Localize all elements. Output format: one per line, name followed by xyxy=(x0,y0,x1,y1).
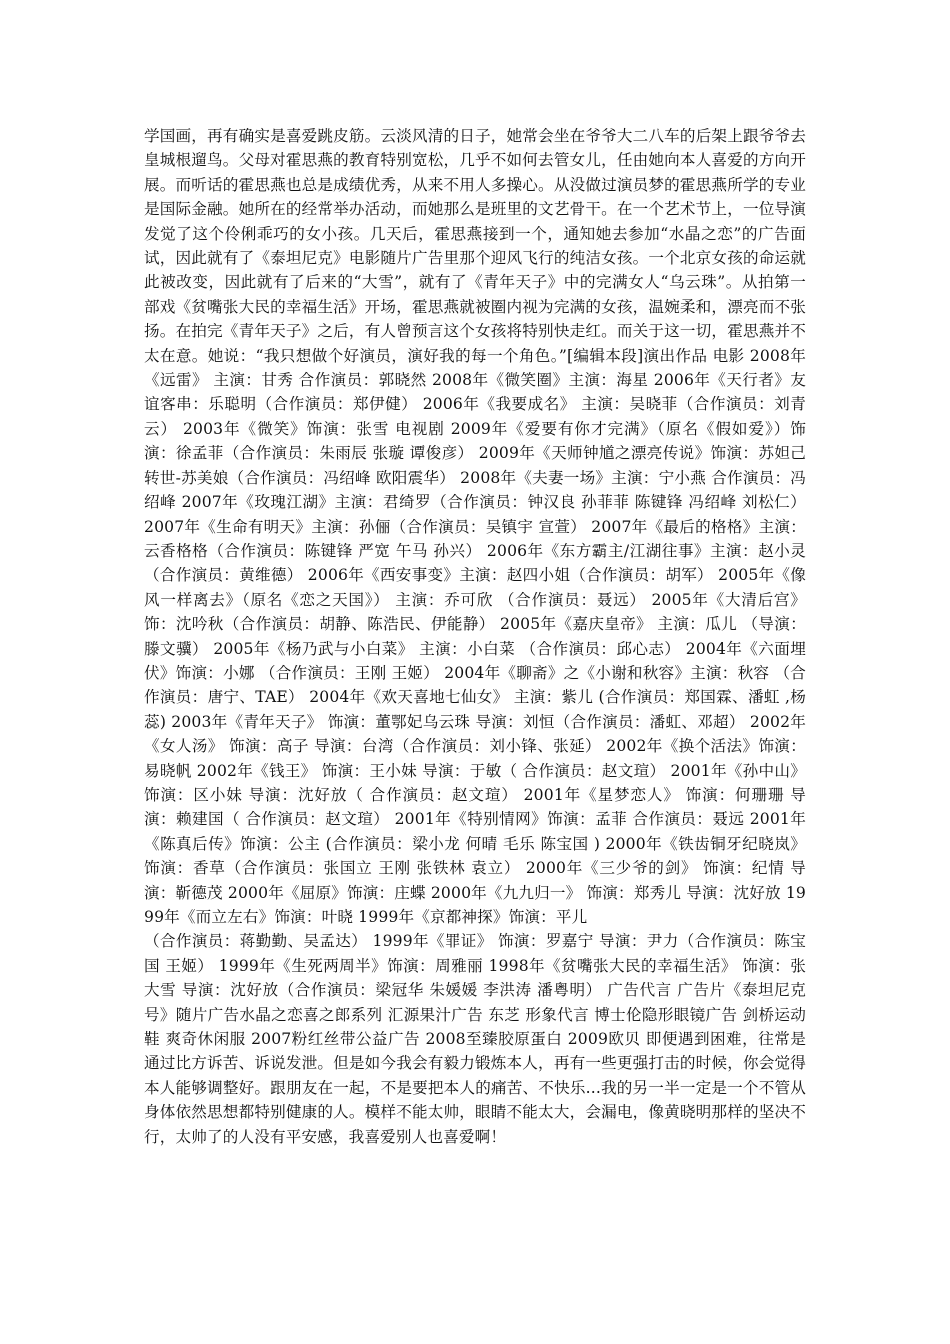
body-paragraph-2: （合作演员：蒋勤勤、吴孟达） 1999年《罪证》 饰演：罗嘉宁 导演：尹力（合作演员：陈宝国 王姬） 1999年《生死两周半》饰演：周雅丽 1998年《贫嘴张大民的幸福生活》 饰演：张大雪 导演：沈好放（合作演员：梁冠华 朱媛媛 李洪涛 潘粤明） 广告代言 广告片《泰坦尼克号》随片广告水晶之恋喜之郎系列 汇源果汁广告 东芝 形象代言 博士伦隐形眼镜广告 剑桥运动鞋 爽奇休闲服 2007粉红丝带公益广告 2008至臻胶原蛋白 2009欧贝 即便遇到困难，往常是通过比方诉苦、诉说发泄。但是如今我会有毅力锻炼本人，再有一些更强打击的时候，你会觉得本人能够调整好。跟朋友在一起，不是要把本人的痛苦、不快乐...我的另一半一定是一个不管从身体依然思想都特别健康的人。模样不能太帅，眼睛不能太大，会漏电，像黄晓明那样的坚决不行，太帅了的人没有平安感，我喜爱别人也喜爱啊！ xyxy=(144,932,806,1146)
body-paragraph-1: 学国画，再有确实是喜爱跳皮筋。云淡风清的日子，她常会坐在爷爷大二八车的后架上跟爷爷去皇城根遛鸟。父母对霍思燕的教育特别宽松，几乎不如何去管女儿，任由她向本人喜爱的方向开展。而听话的霍思燕也总是成绩优秀，从来不用人多操心。从没做过演员梦的霍思燕所学的专业是国际金融。她所在的经常举办活动，而她那么是班里的文艺骨干。在一个艺术节上，一位导演发觉了这个伶俐乖巧的女小孩。几天后，霍思燕接到一个，通知她去参加“水晶之恋”的广告面试，因此就有了《泰坦尼克》电影随片广告里那个迎风飞行的纯洁女孩。一个北京女孩的命运就此被改变，因此就有了后来的“大雪”，就有了《青年天子》中的完满女人“乌云珠”。从拍第一部戏《贫嘴张大民的幸福生活》开场，霍思燕就被圈内视为完满的女孩，温婉柔和，漂亮而不张扬。在拍完《青年天子》之后，有人曾预言这个女孩将特别快走红。而关于这一切，霍思燕并不太在意。她说：“我只想做个好演员，演好我的每一个角色。”[编辑本段]演出作品 电影 2008年《远雷》 主演：甘秀 合作演员：郭晓然 2008年《微笑圈》主演：海星 2006年《天行者》友谊客串：乐聪明（合作演员：郑伊健） 2006年《我要成名》 主演：吴晓菲（合作演员：刘青云） 2003年《微笑》饰演：张雪 电视剧 2009年《爱要有你才完满》（原名《假如爱》）饰演：徐孟菲（合作演员：朱雨辰 张璇 谭俊彦） 2009年《天师钟馗之漂亮传说》饰演：苏妲己转世-苏美娘（合作演员：冯绍峰 欧阳震华） 2008年《夫妻一场》主演：宁小燕 合作演员：冯绍峰 2007年《玫瑰江湖》主演：君绮罗（合作演员：钟汉良 孙菲菲 陈键锋 冯绍峰 刘松仁） 2007年《生命有明天》主演：孙俪（合作演员：吴镇宇 宣萱） 2007年《最后的格格》主演：云香格格（合作演员：陈键锋 严宽 午马 孙兴） 2006年《东方霸主/江湖往事》主演：赵小灵（合作演员：黄维德） 2006年《西安事变》主演：赵四小姐（合作演员：胡军） 2005年《像风一样离去》（原名《恋之天国》） 主演：乔可欣 （合作演员：聂远） 2005年《大清后宫》 饰：沈吟秋（合作演员：胡静、陈浩民、伊能静） 2005年《嘉庆皇帝》 主演：瓜儿 （导演：滕文骥） 2005年《杨乃武与小白菜》 主演：小白菜 （合作演员：邱心志） 2004年《六面埋伏》饰演：小娜 （合作演员：王刚 王姬） 2004年《聊斋》之《小谢和秋容》主演：秋容 （合作演员：唐宁、TAE） 2004年《欢天喜地七仙女》 主演：紫儿 (合作演员：郑国霖、潘虹 ,杨蕊) 2003年《青年天子》 饰演：董鄂妃乌云珠 导演：刘恒（合作演员：潘虹、邓超） 2002年《女人汤》 饰演：高子 导演：台湾（合作演员：刘小锋、张延） 2002年《换个活法》饰演：易晓帆 2002年《钱王》 饰演：王小妹 导演：于敏（ 合作演员：赵文瑄） 2001年《孙中山》 饰演：区小妹 导演：沈好放（ 合作演员：赵文瑄） 2001年《星梦恋人》 饰演：何珊珊 导演：赖建国（ 合作演员：赵文瑄） 2001年《特别情网》饰演：孟菲 合作演员：聂远 2001年《陈真后传》饰演：公主 (合作演员：梁小龙 何晴 毛乐 陈宝国 ) 2000年《铁齿铜牙纪晓岚》饰演：香草（合作演员：张国立 王刚 张铁林 袁立） 2000年《三少爷的剑》 饰演：纪情 导演：靳德茂 2000年《屈原》饰演：庄蝶 2000年《九九归一》 饰演：郑秀儿 导演：沈好放 1999年《而立左右》饰演：叶晓 1999年《京都神探》饰演：平儿 xyxy=(144,127,806,926)
document-page xyxy=(144,124,806,1149)
